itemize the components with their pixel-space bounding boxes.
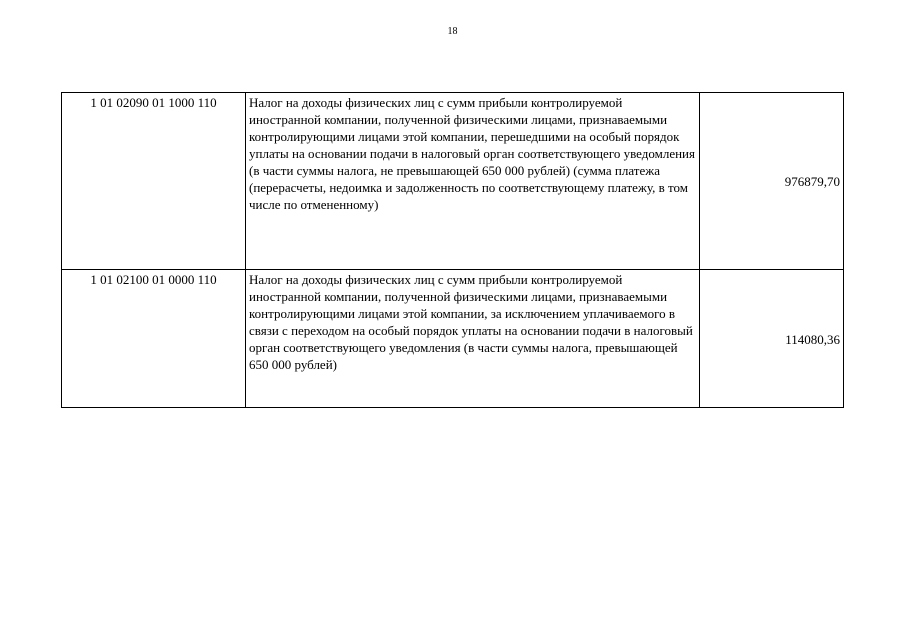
budget-classification-code: 1 01 02090 01 1000 110	[62, 93, 246, 270]
revenue-table	[61, 92, 844, 408]
budget-classification-code: 1 01 02100 01 0000 110	[62, 270, 246, 408]
revenue-name: Налог на доходы физических лиц с сумм прибыли контролируемой иностранной компании, полученной физическими лицами, признаваемыми контролирующими лицами этой компании, перешедшими на особый порядок уплаты на основании подачи в налоговый орган соответствующего уведомления (в части суммы налога, не превышающей 650 000 рублей) (сумма платежа (перерасчеты, недоимка и задолженность по соответствующему платежу, в том числе по отмененному)	[246, 93, 700, 270]
revenue-name: Налог на доходы физических лиц с сумм прибыли контролируемой иностранной компании, полученной физическими лицами, признаваемыми контролирующими лицами этой компании, за исключением уплачиваемого в связи с переходом на особый порядок уплаты на основании подачи в налоговый орган соответствующего уведомления (в части суммы налога, превышающей 650 000 рублей)	[246, 270, 700, 408]
amount: 114080,36	[700, 270, 844, 408]
page-number: 18	[447, 26, 458, 37]
amount: 976879,70	[700, 93, 844, 270]
table-row	[62, 93, 844, 270]
table-row	[62, 270, 844, 408]
